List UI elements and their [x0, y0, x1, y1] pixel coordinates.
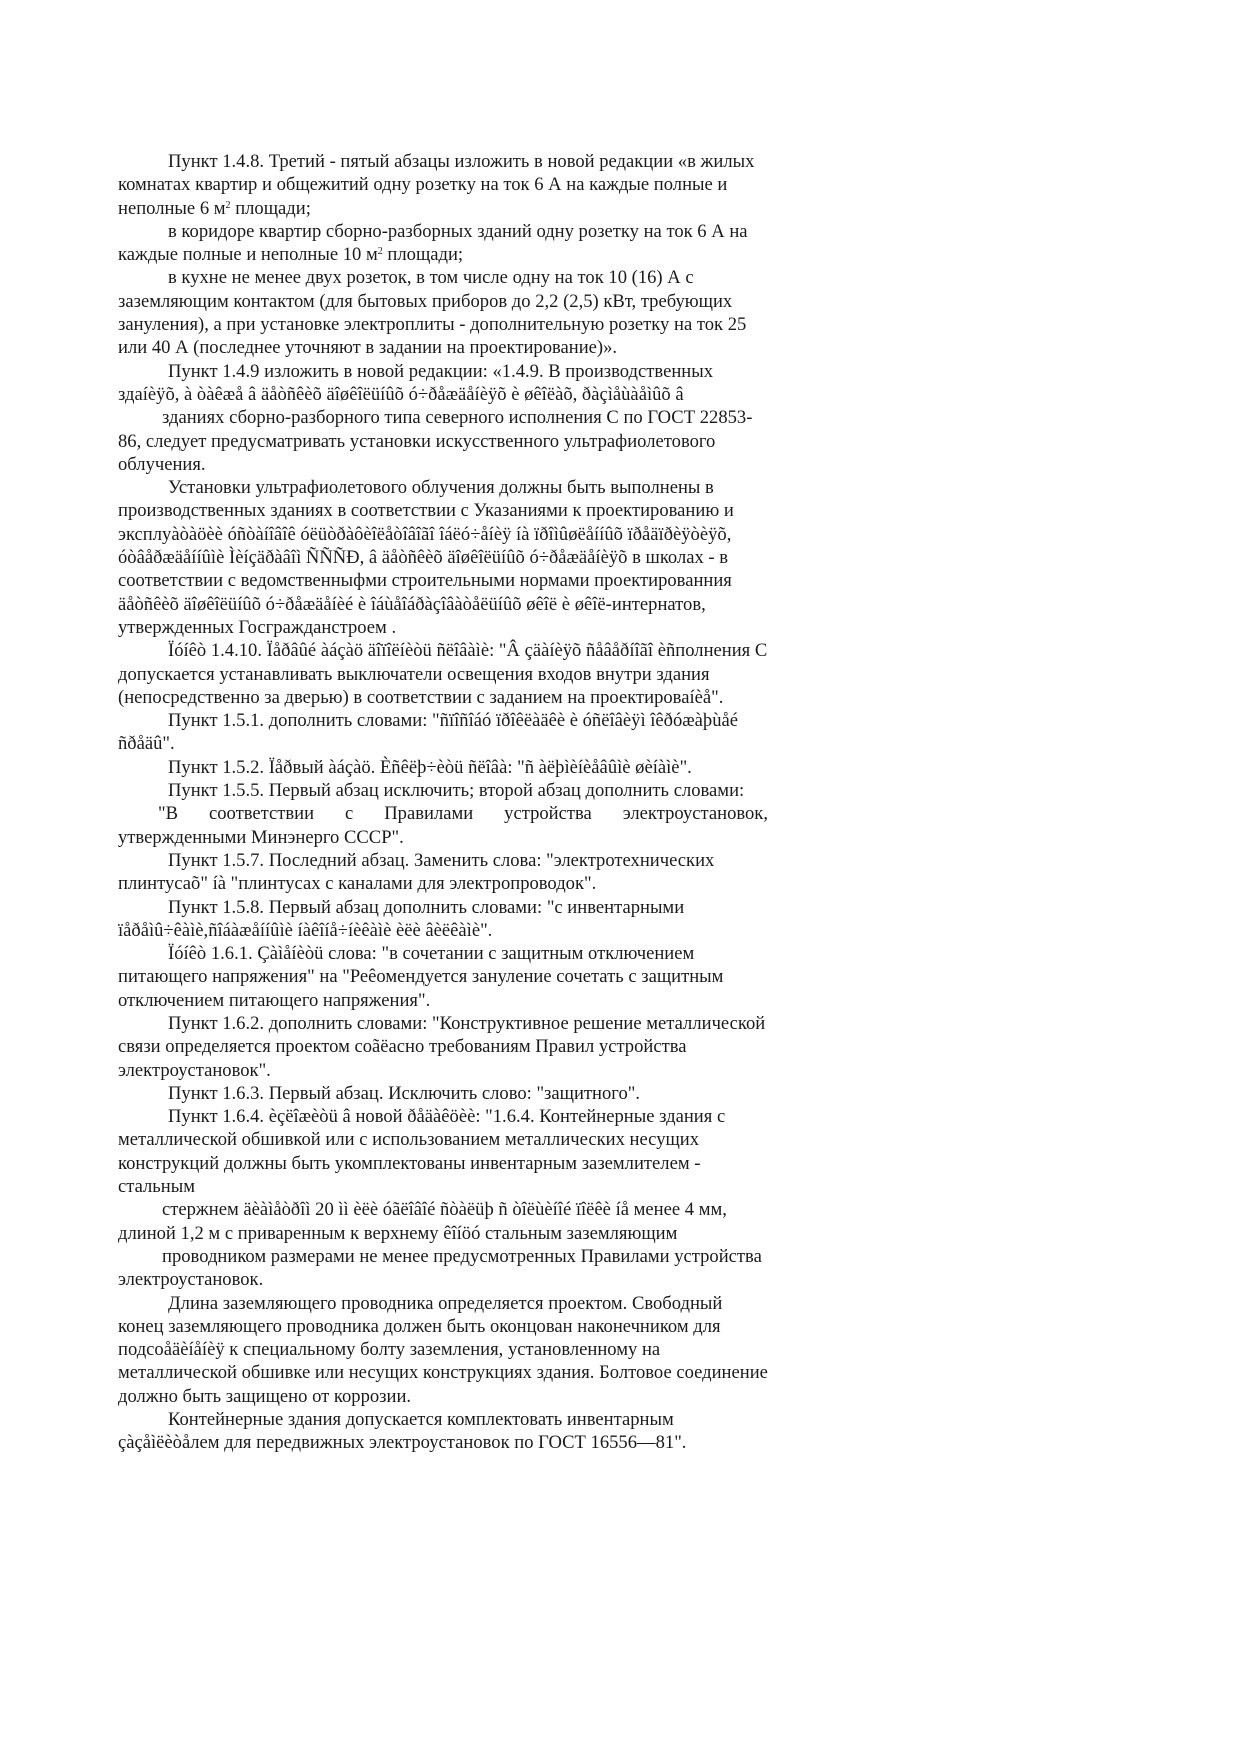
paragraph-kitchen: в кухне не менее двух розеток, в том числе одну на ток 10 (16) А с заземляющим контактом (для бытовых приборов до 2,2 (2,5) кВт, требующих зануления), а при установке электроплиты - дополнительную розетку на ток 25 или 40 А (последнее уточняют в задании на проектирование)». [118, 267, 747, 359]
paragraph-uv-installations: Установки ультрафиолетового облучения должны быть выполнены в производственных зданиях в соответствии с Указаниями к проектированию и эксплуàòàöèè óñòàíîâîê óëüòðàôèîëåòîâîãî îáëó÷åíèÿ íà ïðîìûøëåííûõ ïðåäïðèÿòèÿõ, óòâåðæäåííûìè Ìèíçäðàâîì ÑÑÑÐ, â äåòñêèõ äîøêîëüíûõ ó÷ðåæäåíèÿõ в школах - в соответствии с ведомственныфми строительными нормами проектированния äåòñêèõ äîøêîëüíûõ ó÷ðåæäåíèé è îáùåîáðàçîâàòåëüíûõ øêîë è øêîë-интернатов, утвержденных Госгражданстроем . [118, 477, 734, 638]
paragraph-text: площади; [230, 197, 311, 219]
paragraph-1-6-2: Пункт 1.6.2. дополнить словами: "Конструктивное решение металлической связи определяется проектом соãëасно требованиям Правил устройства электроустановок". [118, 1012, 766, 1081]
paragraph-text: Пункт 1.4.8. Третий - пятый абзацы изложить в новой редакции «в жилых комнатах квартир и общежитий одну розетку на ток 6 А на каждые полные и неполные 6 м [118, 151, 755, 219]
paragraph-1-5-1: Пункт 1.5.1. дополнить словами: "ñïîñîáó ïðîêëàäêè è óñëîâèÿì îêðóæàþùåé ñðåäû". [118, 710, 739, 755]
paragraph-text: в коридоре квартир сборно-разборных зданий одну розетку на ток 6 А на каждые полные и неполные 10 м [118, 220, 748, 266]
paragraph-conductor: проводником размерами не менее предусмотренных Правилами устройства электроустановок. [118, 1245, 762, 1291]
paragraph-1-4-9: Пункт 1.4.9 изложить в новой редакции: «1.4.9. В производственных здaíèÿõ, à òàêæå â äåòñêèõ äîøêîëüíûõ ó÷ðåæäåíèÿõ è øêîëàõ, ðàçìåùàåìûõ â [118, 360, 714, 405]
paragraph-1-5-7: Пункт 1.5.7. Последний абзац. Заменить слова: "электротехнических плинтусаõ" íà "плинтусах с каналами для электропроводок". [118, 849, 715, 895]
paragraph-container-buildings: Контейнерные здания допускается комплектовать инвентарным çàçåìëèòåлем для передвижных электроустановок по ГОСТ 16556—81". [118, 1409, 687, 1454]
paragraph-1-4-8 [118, 150, 768, 220]
paragraph-1-6-1: Ïóíêò 1.6.1. Çàìåíèòü слова: "в сочетании с защитным отключением питающего напряжения" на "Реêомендуется зануление сочетать с защитным отключением питающего напряжения". [118, 943, 724, 1011]
paragraph-1-5-5: Пункт 1.5.5. Первый абзац исключить; второй абзац дополнить словами: [168, 780, 745, 802]
paragraph-buildings: зданиях сборно-разборного типа северного исполнения С по ГОСТ 22853-86, следует предусматривать установки искусственного ультрафиолетового облучения. [118, 407, 753, 475]
paragraph-text: площади; [382, 244, 464, 266]
paragraph-rod: стержнем äèàìåòðîì 20 ìì èëè óãëîâîé ñòàëüþ ñ òîëùèíîé ïîëêè íå менее 4 мм, длиной 1,2 м с приваренным к верхнему êîíöó стальным заземляющим [118, 1199, 727, 1244]
paragraph-1-6-3: Пункт 1.6.3. Первый абзац. Исключить слово: "защитного". [168, 1082, 640, 1104]
superscript: 2 [377, 246, 383, 258]
paragraph-1-6-4: Пункт 1.6.4. èçëîæèòü â новой ðåäàêöèè: "1.6.4. Контейнерные здания с металлической обшивкой или с использованием металлических несущих конструкций должны быть укомплектованы инвентарным заземлителем - стальным [118, 1106, 726, 1198]
paragraph-quote-rules: "В соответствии с Правилами устройства электроустановок, утвержденными Минэнерго СССР". [118, 803, 768, 848]
paragraph-conductor-length: Длина заземляющего проводника определяется проектом. Свободный конец заземляющего проводника должен быть оконцован наконечником для подсоåäèíåíèÿ к специальному болту заземления, установленному на металлической обшивке или несущих конструкциях здания. Болтовое соединение должно быть защищено от коррозии. [118, 1292, 768, 1407]
paragraph-corridor [118, 220, 768, 267]
paragraph-1-5-8: Пункт 1.5.8. Первый абзац дополнить словами: "с инвентарными ïåðåìû÷êàìè,ñîáàæåííûìè íàêîíå÷íèêàìè èëè âèëêàìè". [118, 896, 685, 941]
document-page [118, 150, 768, 1455]
paragraph-1-4-10: Ïóíêò 1.4.10. Ïåðâûé àáçàö äîïîëíèòü ñëîâàìè: "Â çäàíèÿõ ñåâåðíîãî èñполнения С допускается устанавливать выключатели освещения входов внутри здания (непосредственно за дверью) в соответствии с заданием на проектироваíèå". [118, 640, 768, 708]
paragraph-1-5-2: Пункт 1.5.2. Ïåðвый àáçàö. Èñêëþ÷èòü ñëîâà: "ñ àëþìèíèåâûìè øèíàìè". [168, 756, 692, 778]
superscript: 2 [225, 199, 231, 211]
